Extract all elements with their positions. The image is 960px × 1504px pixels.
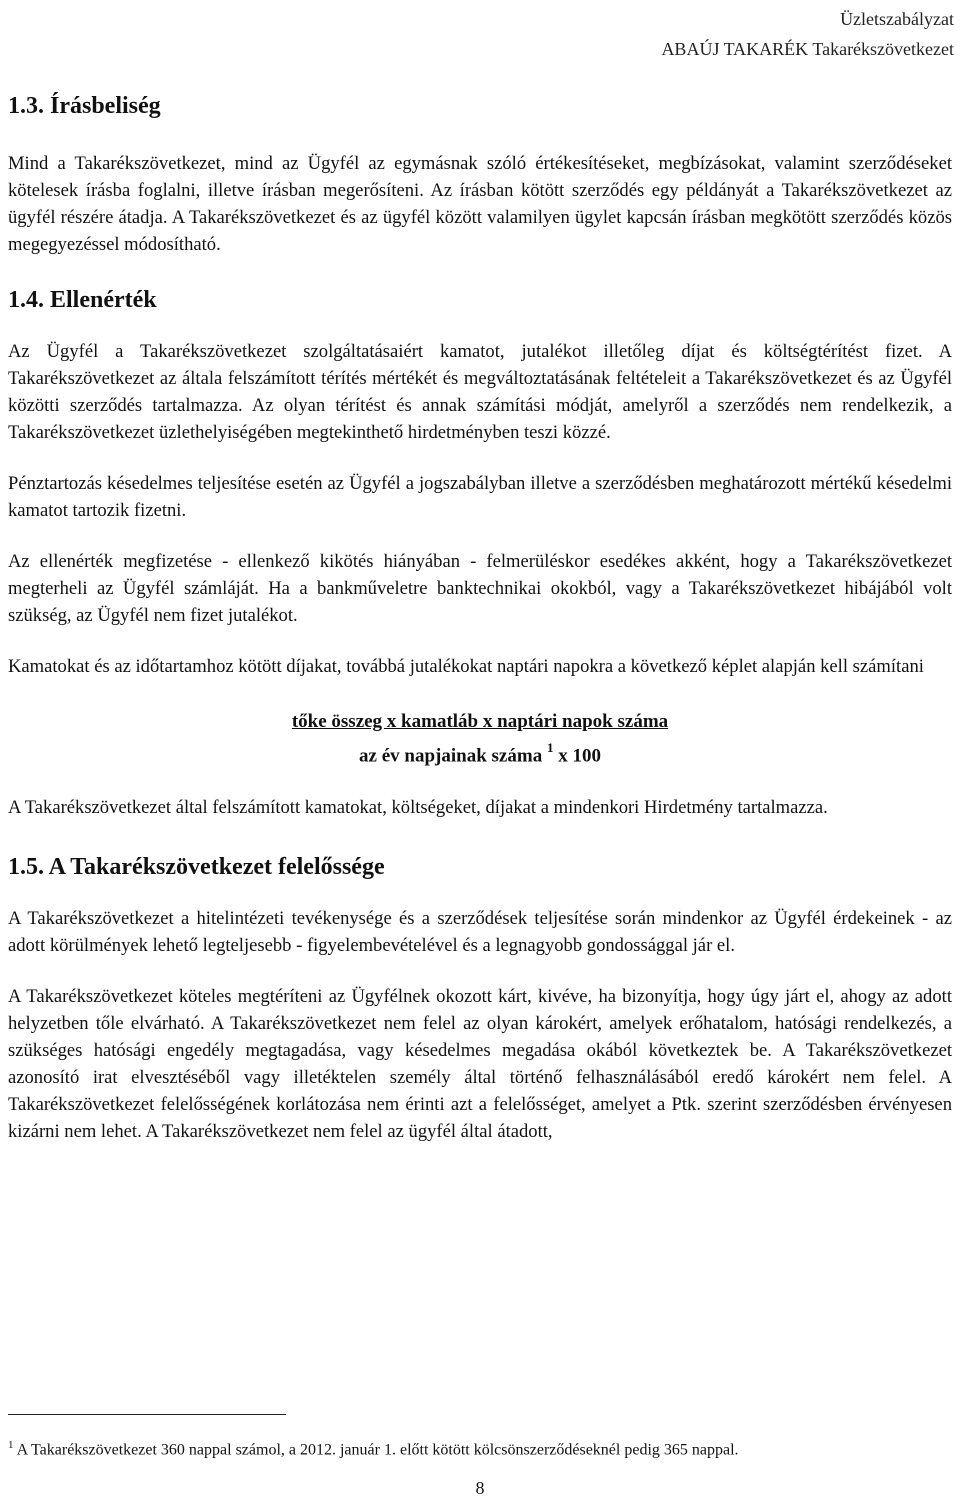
page-header [661, 4, 954, 64]
paragraph: Az Ügyfél a Takarékszövetkezet szolgáltatásaiért kamatot, jutalékot illetőleg díjat és költségtérítést fizet. A Takarékszövetkezet az általa felszámított térítés mértékét és megváltoztatásának feltételeit a Takarékszövetkezet és az Ügyfél közötti szerződés tartalmazza. Az olyan térítést és annak számítási módját, amelyről a szerződés nem rendelkezik, a Takarékszövetkezet üzlethelyiségében megtekinthető hirdetményben teszi közzé. [8, 341, 952, 443]
paragraph: Pénztartozás késedelmes teljesítése esetén az Ügyfél a jogszabályban illetve a szerződésben meghatározott mértékű késedelmi kamatot tartozik fizetni. [8, 473, 952, 521]
interest-formula [8, 708, 952, 770]
paragraph: Mind a Takarékszövetkezet, mind az Ügyfél az egymásnak szóló értékesítéseket, megbízásokat, valamint szerződéseket kötelesek írásba foglalni, illetve írásban megerősíteni. Az írásban kötött szerződés egy példányát a Takarékszövetkezet az ügyfél részére átadja. A Takarékszövetkezet és az ügyfél között valamilyen ügylet kapcsán írásban megkötött szerződés közös megegyezéssel módosítható. [8, 153, 952, 255]
footnote-text: A Takarékszövetkezet 360 nappal számol, a 2012. január 1. előtt kötött kölcsönszerződéseknél pedig 365 nappal. [13, 1441, 739, 1459]
paragraph: Az ellenérték megfizetése - ellenkező kikötés hiányában - felmerüléskor esedékes akként, hogy a Takarékszövetkezet megterheli az Ügyfél számláját. Ha a bankműveletre banktechnikai okokból, vagy a Takarékszövetkezet hibájából volt szükség, az Ügyfél nem fizet jutalékot. [8, 551, 952, 626]
page-number: 8 [475, 1478, 485, 1498]
document-body [8, 92, 952, 1169]
formula-denominator [8, 736, 952, 770]
footnote-ref: 1 [546, 740, 554, 755]
paragraph: Kamatokat és az időtartamhoz kötött díjakat, továbbá jutalékokat naptári napokra a következő képlet alapján kell számítani [8, 656, 924, 677]
formula-denominator-multiplier: x 100 [553, 745, 601, 767]
formula-denominator-text: az év napjainak száma [359, 745, 543, 767]
footnote-marker: 1 [8, 1439, 14, 1451]
section-heading-1-4: 1.4. Ellenérték [8, 287, 157, 313]
header-organization: ABAÚJ TAKARÉK Takarékszövetkezet [661, 39, 954, 59]
footnote [8, 1434, 739, 1461]
section-heading-1-3: 1.3. Írásbeliség [8, 93, 161, 119]
paragraph: A Takarékszövetkezet köteles megtéríteni az Ügyfélnek okozott kárt, kivéve, ha bizonyítja, hogy úgy járt el, ahogy az adott helyzetben tőle elvárható. A Takarékszövetkezet nem felel az olyan károkért, amelyek erőhatalom, hatósági rendelkezés, a szükséges hatósági engedély megtagadása, vagy késedelmes megadása okából következtek be. A Takarékszövetkezet azonosító irat elvesztéséből vagy illetéktelen személy által történő felhasználásából eredő károkért nem felel. A Takarékszövetkezet felelősségének korlátozása nem érinti azt a felelősséget, amelyet a Ptk. szerint szerződésben érvényesen kizárni nem lehet. A Takarékszövetkezet nem felel az ügyfél által átadott, [8, 986, 952, 1143]
section-heading-1-5: 1.5. A Takarékszövetkezet felelőssége [8, 854, 385, 881]
header-document-title: Üzletszabályzat [840, 9, 954, 29]
paragraph: A Takarékszövetkezet által felszámított kamatokat, költségeket, díjakat a mindenkori Hirdetmény tartalmazza. [8, 797, 828, 819]
formula-numerator: tőke összeg x kamatláb x naptári napok száma [291, 711, 669, 732]
paragraph: A Takarékszövetkezet a hitelintézeti tevékenysége és a szerződések teljesítése során mindenkor az Ügyfél érdekeinek - az adott körülmények lehető legteljesebb - figyelembevételével és a legnagyobb gondossággal jár el. [8, 908, 952, 957]
footnote-divider [8, 1414, 286, 1415]
